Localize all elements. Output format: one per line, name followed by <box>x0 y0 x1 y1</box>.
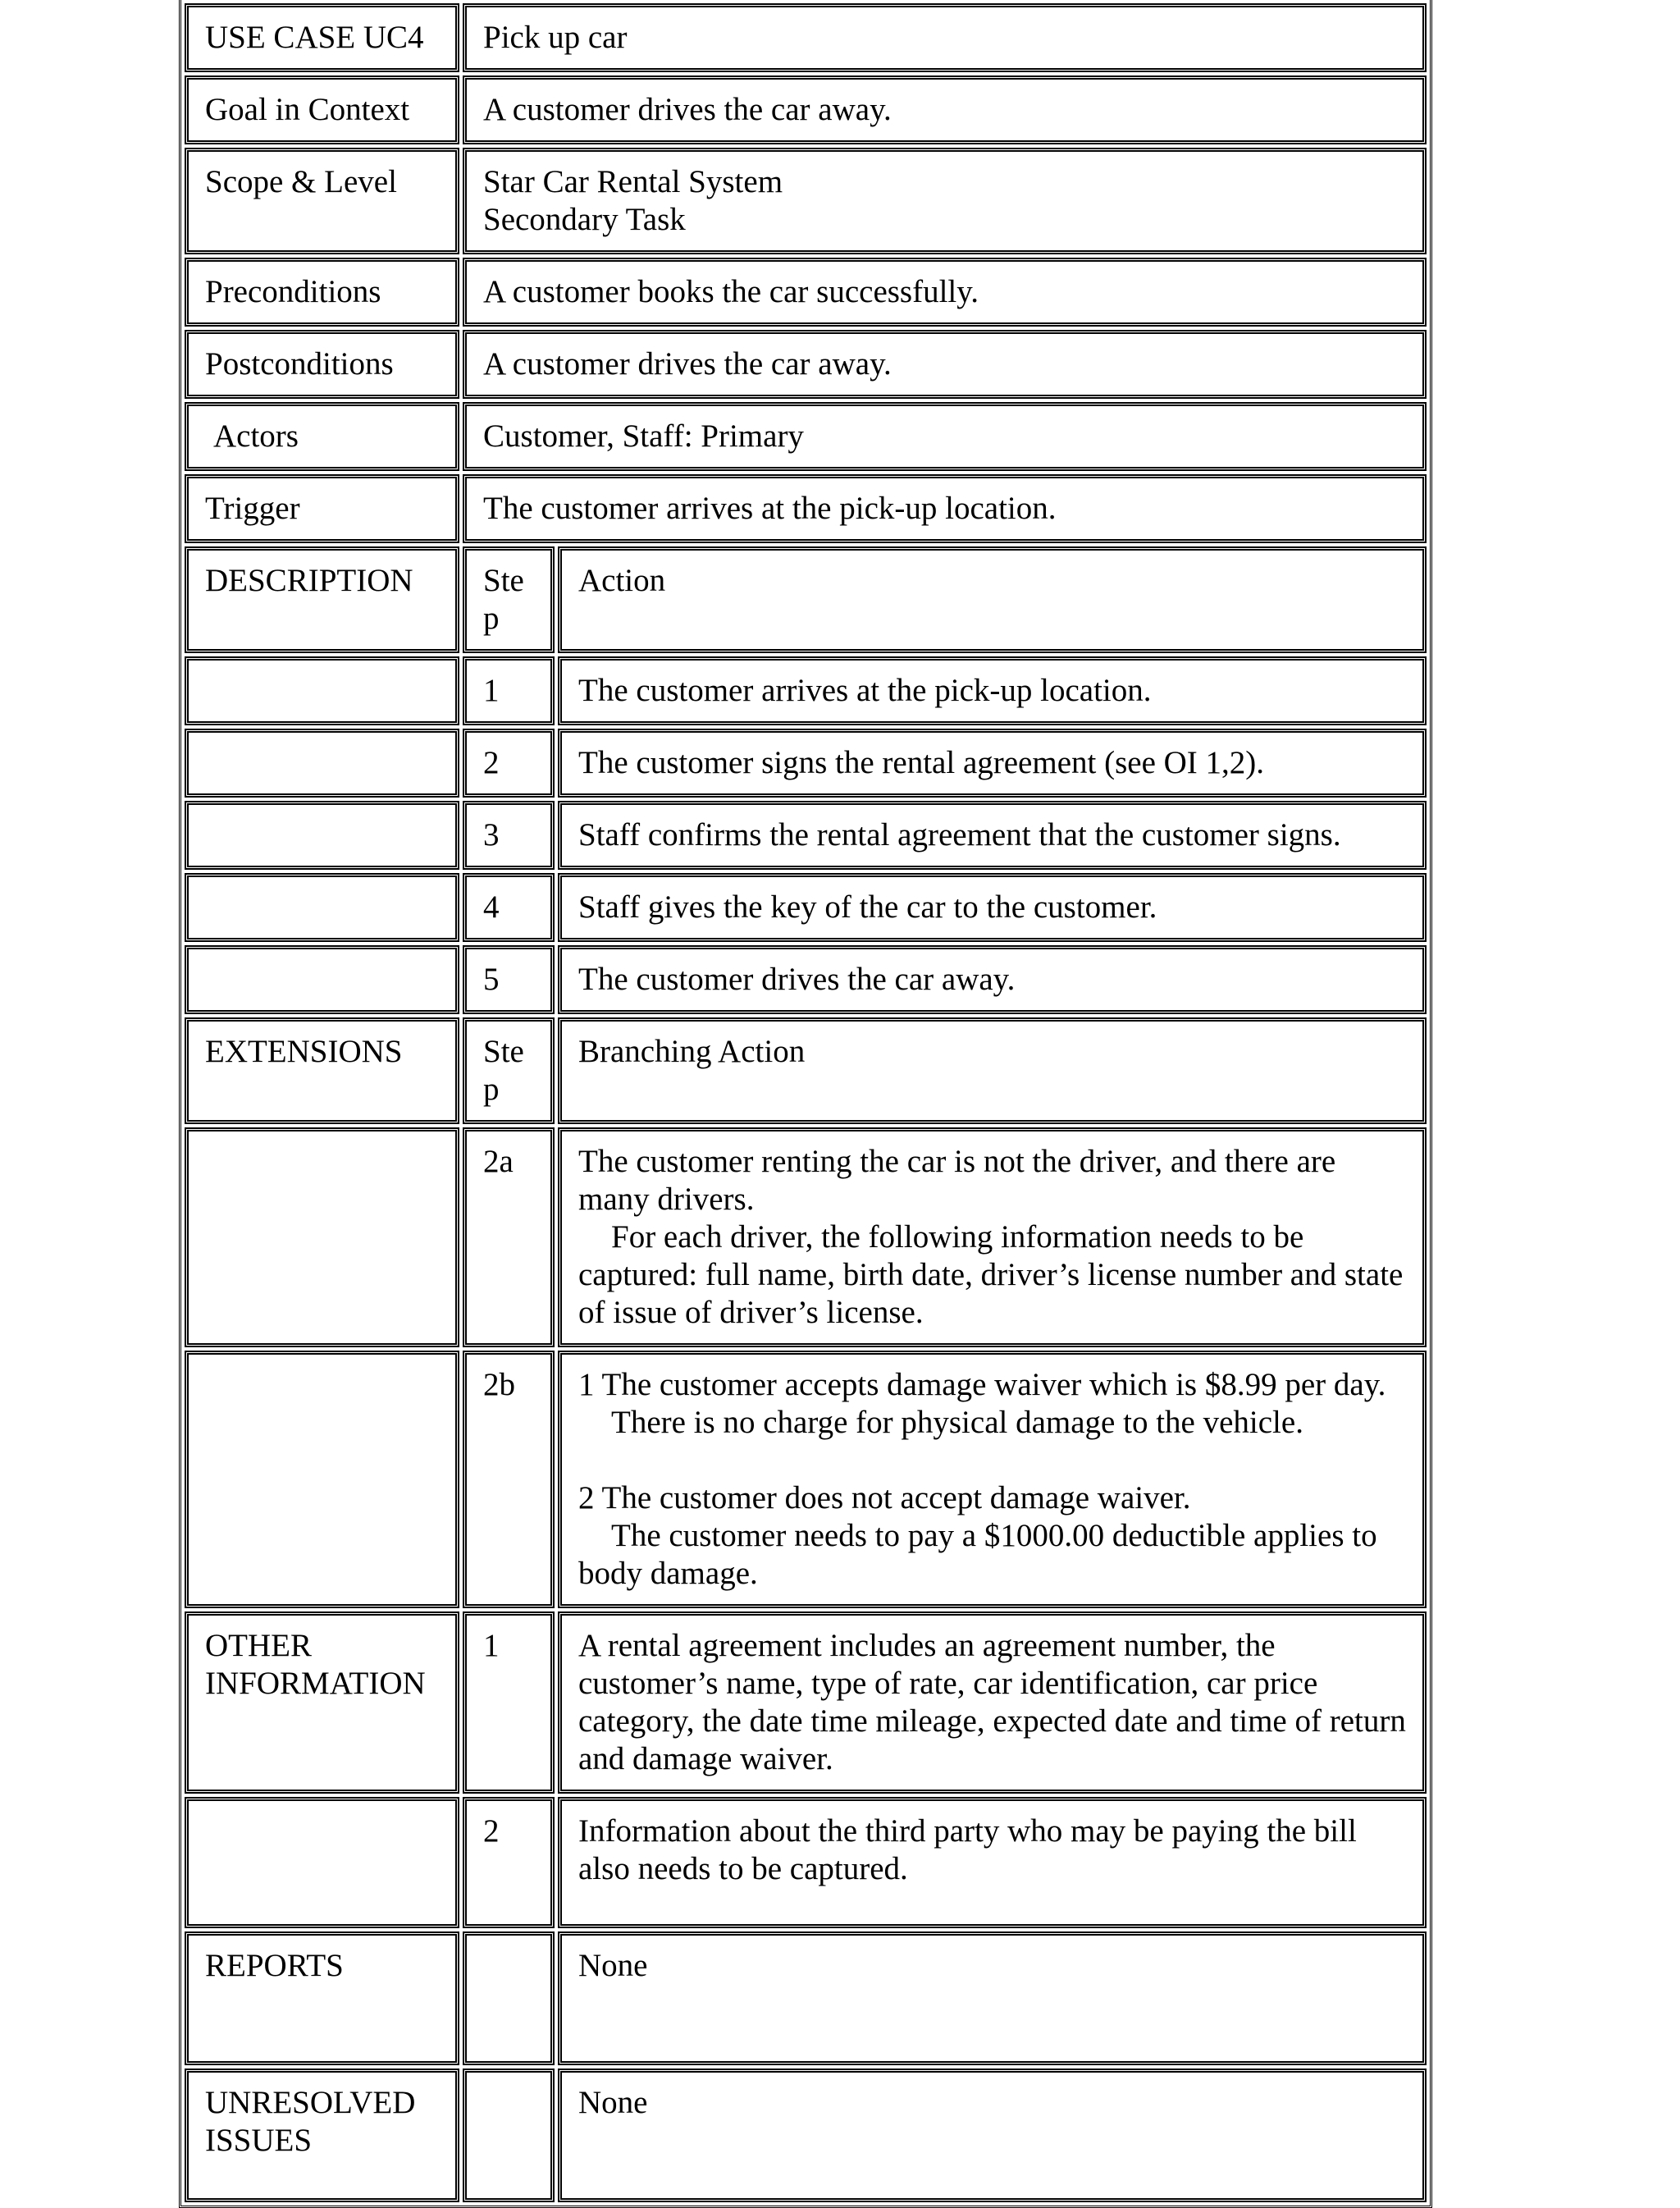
step-action: Staff confirms the rental agreement that the customer signs. <box>558 801 1427 870</box>
extensions-label: EXTENSIONS <box>185 1017 459 1124</box>
row-goal <box>185 75 1427 144</box>
scope-level: Secondary Task <box>483 202 686 237</box>
unresolved-issues-value: None <box>558 2069 1427 2202</box>
preconditions-label: Preconditions <box>185 258 459 327</box>
empty-cell <box>185 801 459 870</box>
step-number: 4 <box>463 873 555 942</box>
goal-label: Goal in Context <box>185 75 459 144</box>
description-action-header: Action <box>558 546 1427 653</box>
row-scope <box>185 148 1427 254</box>
postconditions-label: Postconditions <box>185 330 459 399</box>
extension-step: 2a <box>463 1127 555 1347</box>
other-information-row <box>185 1797 1427 1928</box>
preconditions-value: A customer books the car successfully. <box>463 258 1427 327</box>
description-step-row <box>185 656 1427 725</box>
empty-cell <box>185 656 459 725</box>
extension-action <box>558 1351 1427 1608</box>
row-description-header <box>185 546 1427 653</box>
unresolved-issues-row <box>185 2069 1427 2202</box>
empty-cell <box>185 945 459 1014</box>
row-preconditions <box>185 258 1427 327</box>
use-case-name: Pick up car <box>463 3 1427 72</box>
scope-label: Scope & Level <box>185 148 459 254</box>
description-step-row <box>185 801 1427 870</box>
other-information-step: 2 <box>463 1797 555 1928</box>
empty-cell <box>185 1351 459 1608</box>
actors-value: Customer, Staff: Primary <box>463 402 1427 471</box>
actors-label-cell <box>185 402 459 471</box>
use-case-table <box>179 0 1432 2208</box>
step-number: 5 <box>463 945 555 1014</box>
step-number: 1 <box>463 656 555 725</box>
description-label: DESCRIPTION <box>185 546 459 653</box>
extension-row-2b <box>185 1351 1427 1608</box>
actors-label: Actors <box>213 418 299 454</box>
empty-cell <box>463 1931 555 2065</box>
other-information-step: 1 <box>463 1611 555 1794</box>
use-case-document <box>179 0 1432 2208</box>
reports-value: None <box>558 1931 1427 2065</box>
extension-2b-option-2: 2 The customer does not accept damage waiver. <box>578 1480 1191 1515</box>
scope-system: Star Car Rental System <box>483 164 783 199</box>
extension-2b-option-1: 1 The customer accepts damage waiver which is $8.99 per day. <box>578 1367 1386 1402</box>
empty-cell <box>185 1127 459 1347</box>
extension-2a-text: The customer renting the car is not the driver, and there are many drivers. <box>578 1144 1336 1217</box>
row-use-case <box>185 3 1427 72</box>
step-action: The customer signs the rental agreement (see OI 1,2). <box>558 729 1427 798</box>
extensions-step-header: Step <box>463 1017 555 1124</box>
step-action: The customer arrives at the pick-up location. <box>558 656 1427 725</box>
empty-cell <box>185 729 459 798</box>
step-number: 2 <box>463 729 555 798</box>
use-case-id-label: USE CASE UC4 <box>185 3 459 72</box>
reports-row <box>185 1931 1427 2065</box>
spacer <box>578 1442 1406 1479</box>
row-postconditions <box>185 330 1427 399</box>
other-information-label: OTHER INFORMATION <box>185 1611 459 1794</box>
row-trigger <box>185 474 1427 543</box>
row-extensions-header <box>185 1017 1427 1124</box>
extension-2a-detail: For each driver, the following information needs to be captured: full name, birth date, driver’s license number and state of issue of driver’s license. <box>578 1219 1404 1330</box>
extensions-action-header: Branching Action <box>558 1017 1427 1124</box>
unresolved-issues-label: UNRESOLVED ISSUES <box>185 2069 459 2202</box>
other-information-text: A rental agreement includes an agreement number, the customer’s name, type of rate, car identification, car price category, the date time mileage, expected date and time of return and damage waiver. <box>558 1611 1427 1794</box>
description-step-row <box>185 873 1427 942</box>
trigger-value: The customer arrives at the pick-up location. <box>463 474 1427 543</box>
extension-row-2a <box>185 1127 1427 1347</box>
extension-action <box>558 1127 1427 1347</box>
empty-cell <box>185 1797 459 1928</box>
step-action: The customer drives the car away. <box>558 945 1427 1014</box>
extension-step: 2b <box>463 1351 555 1608</box>
row-actors <box>185 402 1427 471</box>
other-information-row <box>185 1611 1427 1794</box>
description-step-row <box>185 945 1427 1014</box>
empty-cell <box>463 2069 555 2202</box>
trigger-label: Trigger <box>185 474 459 543</box>
goal-value: A customer drives the car away. <box>463 75 1427 144</box>
description-step-header: Step <box>463 546 555 653</box>
other-information-text: Information about the third party who may be paying the bill also needs to be captured. <box>558 1797 1427 1928</box>
empty-cell <box>185 873 459 942</box>
scope-value <box>463 148 1427 254</box>
postconditions-value: A customer drives the car away. <box>463 330 1427 399</box>
extension-2b-option-1-detail: There is no charge for physical damage to the vehicle. <box>611 1405 1303 1440</box>
extension-2b-option-2-detail: The customer needs to pay a $1000.00 deductible applies to body damage. <box>578 1518 1377 1591</box>
reports-label: REPORTS <box>185 1931 459 2065</box>
description-step-row <box>185 729 1427 798</box>
step-number: 3 <box>463 801 555 870</box>
step-action: Staff gives the key of the car to the customer. <box>558 873 1427 942</box>
